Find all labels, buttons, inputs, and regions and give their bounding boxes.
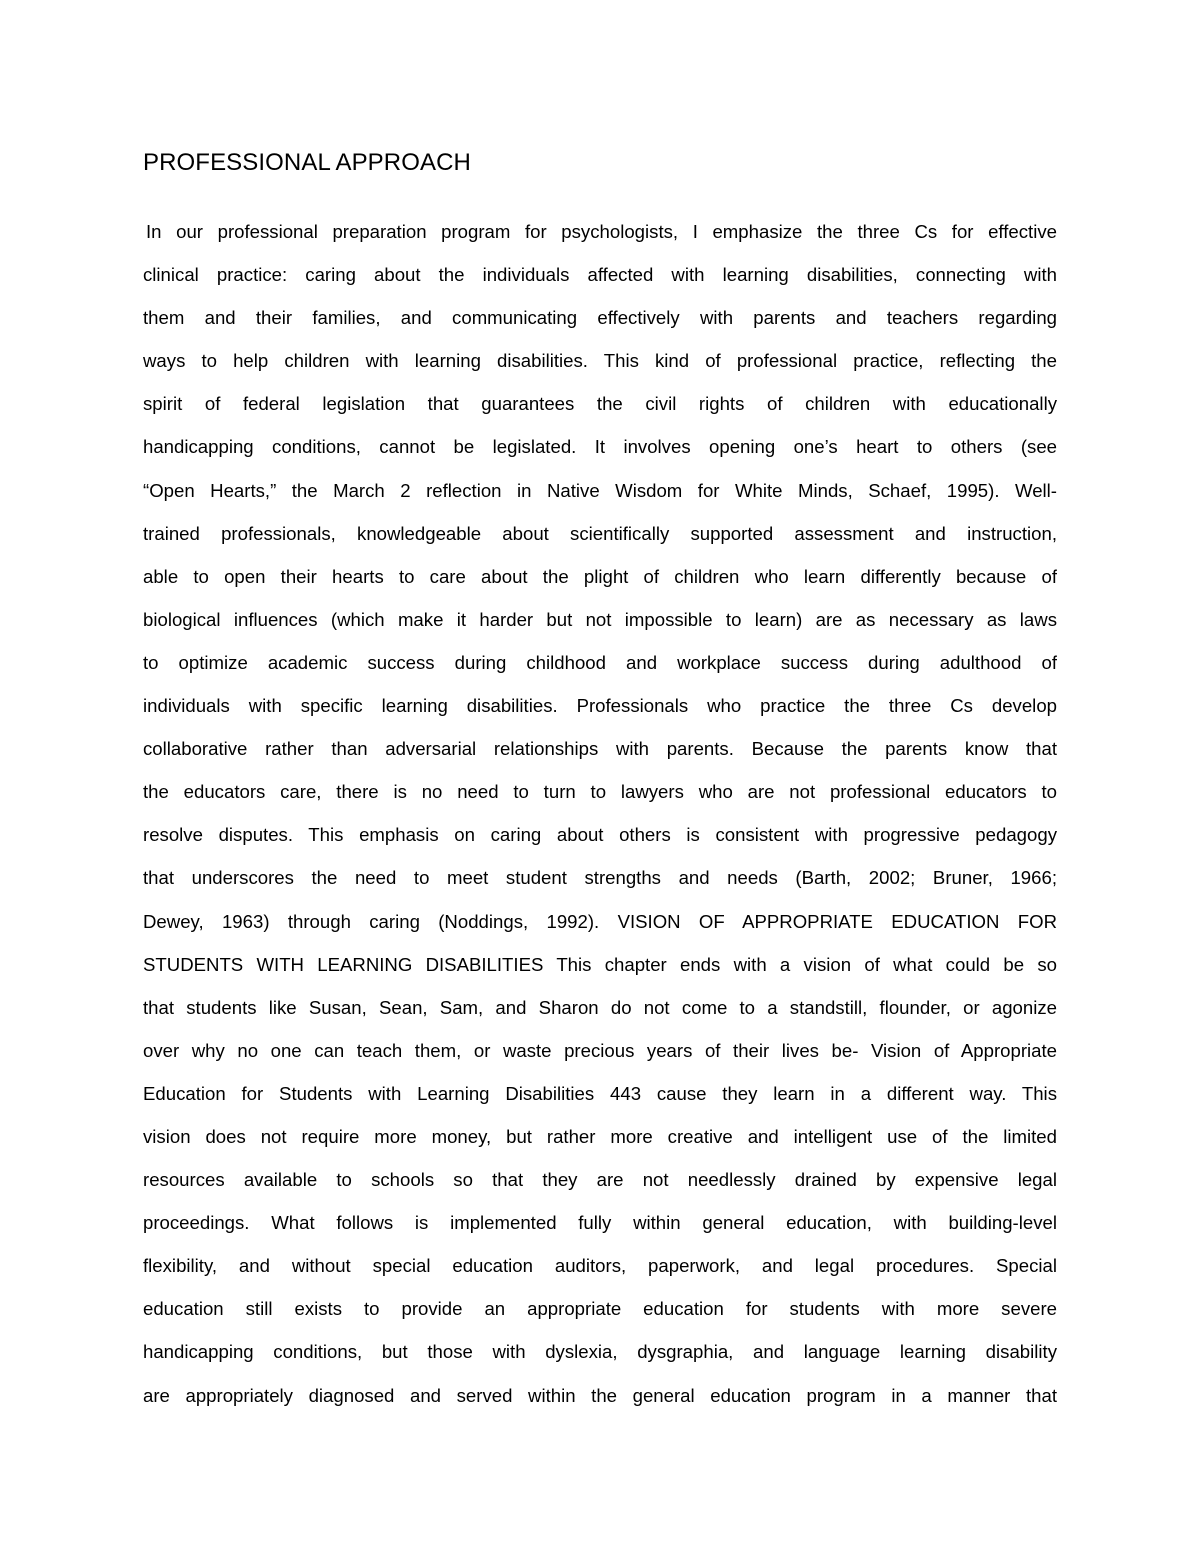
paragraph-line: collaborative rather than adversarial relationships with parents. Because the parents know that [143,738,1057,760]
paragraph-line: “Open Hearts,” the March 2 reflection in Native Wisdom for White Minds, Schaef, 1995). Well- [143,479,1057,501]
paragraph-line: to optimize academic success during childhood and workplace success during adulthood of [143,651,1057,673]
paragraph-line: over why no one can teach them, or waste precious years of their lives be- Vision of Appropriate [143,1039,1057,1061]
paragraph-line: handicapping conditions, cannot be legislated. It involves opening one’s heart to others (see [143,436,1057,458]
paragraph-line: vision does not require more money, but rather more creative and intelligent use of the limited [143,1125,1057,1147]
paragraph-line: proceedings. What follows is implemented fully within general education, with building-level [143,1212,1057,1234]
paragraph-line: clinical practice: caring about the individuals affected with learning disabilities, connecting with [143,264,1057,286]
paragraph-line: trained professionals, knowledgeable about scientifically supported assessment and instruction, [143,522,1057,544]
paragraph-line: biological influences (which make it harder but not impossible to learn) are as necessary as laws [143,608,1057,630]
paragraph-line: that underscores the need to meet student strengths and needs (Barth, 2002; Bruner, 1966; [143,867,1057,889]
paragraph-line: flexibility, and without special education auditors, paperwork, and legal procedures. Special [143,1255,1057,1277]
paragraph-line: resolve disputes. This emphasis on caring about others is consistent with progressive pedagogy [143,824,1057,846]
body-paragraph [143,210,1057,1417]
paragraph-line: spirit of federal legislation that guarantees the civil rights of children with educationally [143,393,1057,415]
paragraph-line: resources available to schools so that they are not needlessly drained by expensive legal [143,1169,1057,1191]
paragraph-line: education still exists to provide an appropriate education for students with more severe [143,1298,1057,1320]
paragraph-line: Dewey, 1963) through caring (Noddings, 1992). VISION OF APPROPRIATE EDUCATION FOR [143,910,1057,932]
page-title: PROFESSIONAL APPROACH [143,149,471,176]
paragraph-line: the educators care, there is no need to turn to lawyers who are not professional educators to [143,781,1057,803]
paragraph-line: handicapping conditions, but those with dyslexia, dysgraphia, and language learning disability [143,1341,1057,1363]
paragraph-line: individuals with specific learning disabilities. Professionals who practice the three Cs develop [143,695,1057,717]
paragraph-line: In our professional preparation program for psychologists, I emphasize the three Cs for effective [146,221,1057,242]
paragraph-line: them and their families, and communicating effectively with parents and teachers regarding [143,307,1057,329]
paragraph-line: STUDENTS WITH LEARNING DISABILITIES This chapter ends with a vision of what could be so [143,953,1057,975]
paragraph-line: able to open their hearts to care about the plight of children who learn differently because of [143,565,1057,587]
paragraph-line: ways to help children with learning disabilities. This kind of professional practice, reflecting the [143,350,1057,372]
paragraph-line: are appropriately diagnosed and served within the general education program in a manner that [143,1384,1057,1406]
paragraph-line: that students like Susan, Sean, Sam, and Sharon do not come to a standstill, flounder, or agonize [143,996,1057,1018]
paragraph-line: Education for Students with Learning Disabilities 443 cause they learn in a different way. This [143,1082,1057,1104]
